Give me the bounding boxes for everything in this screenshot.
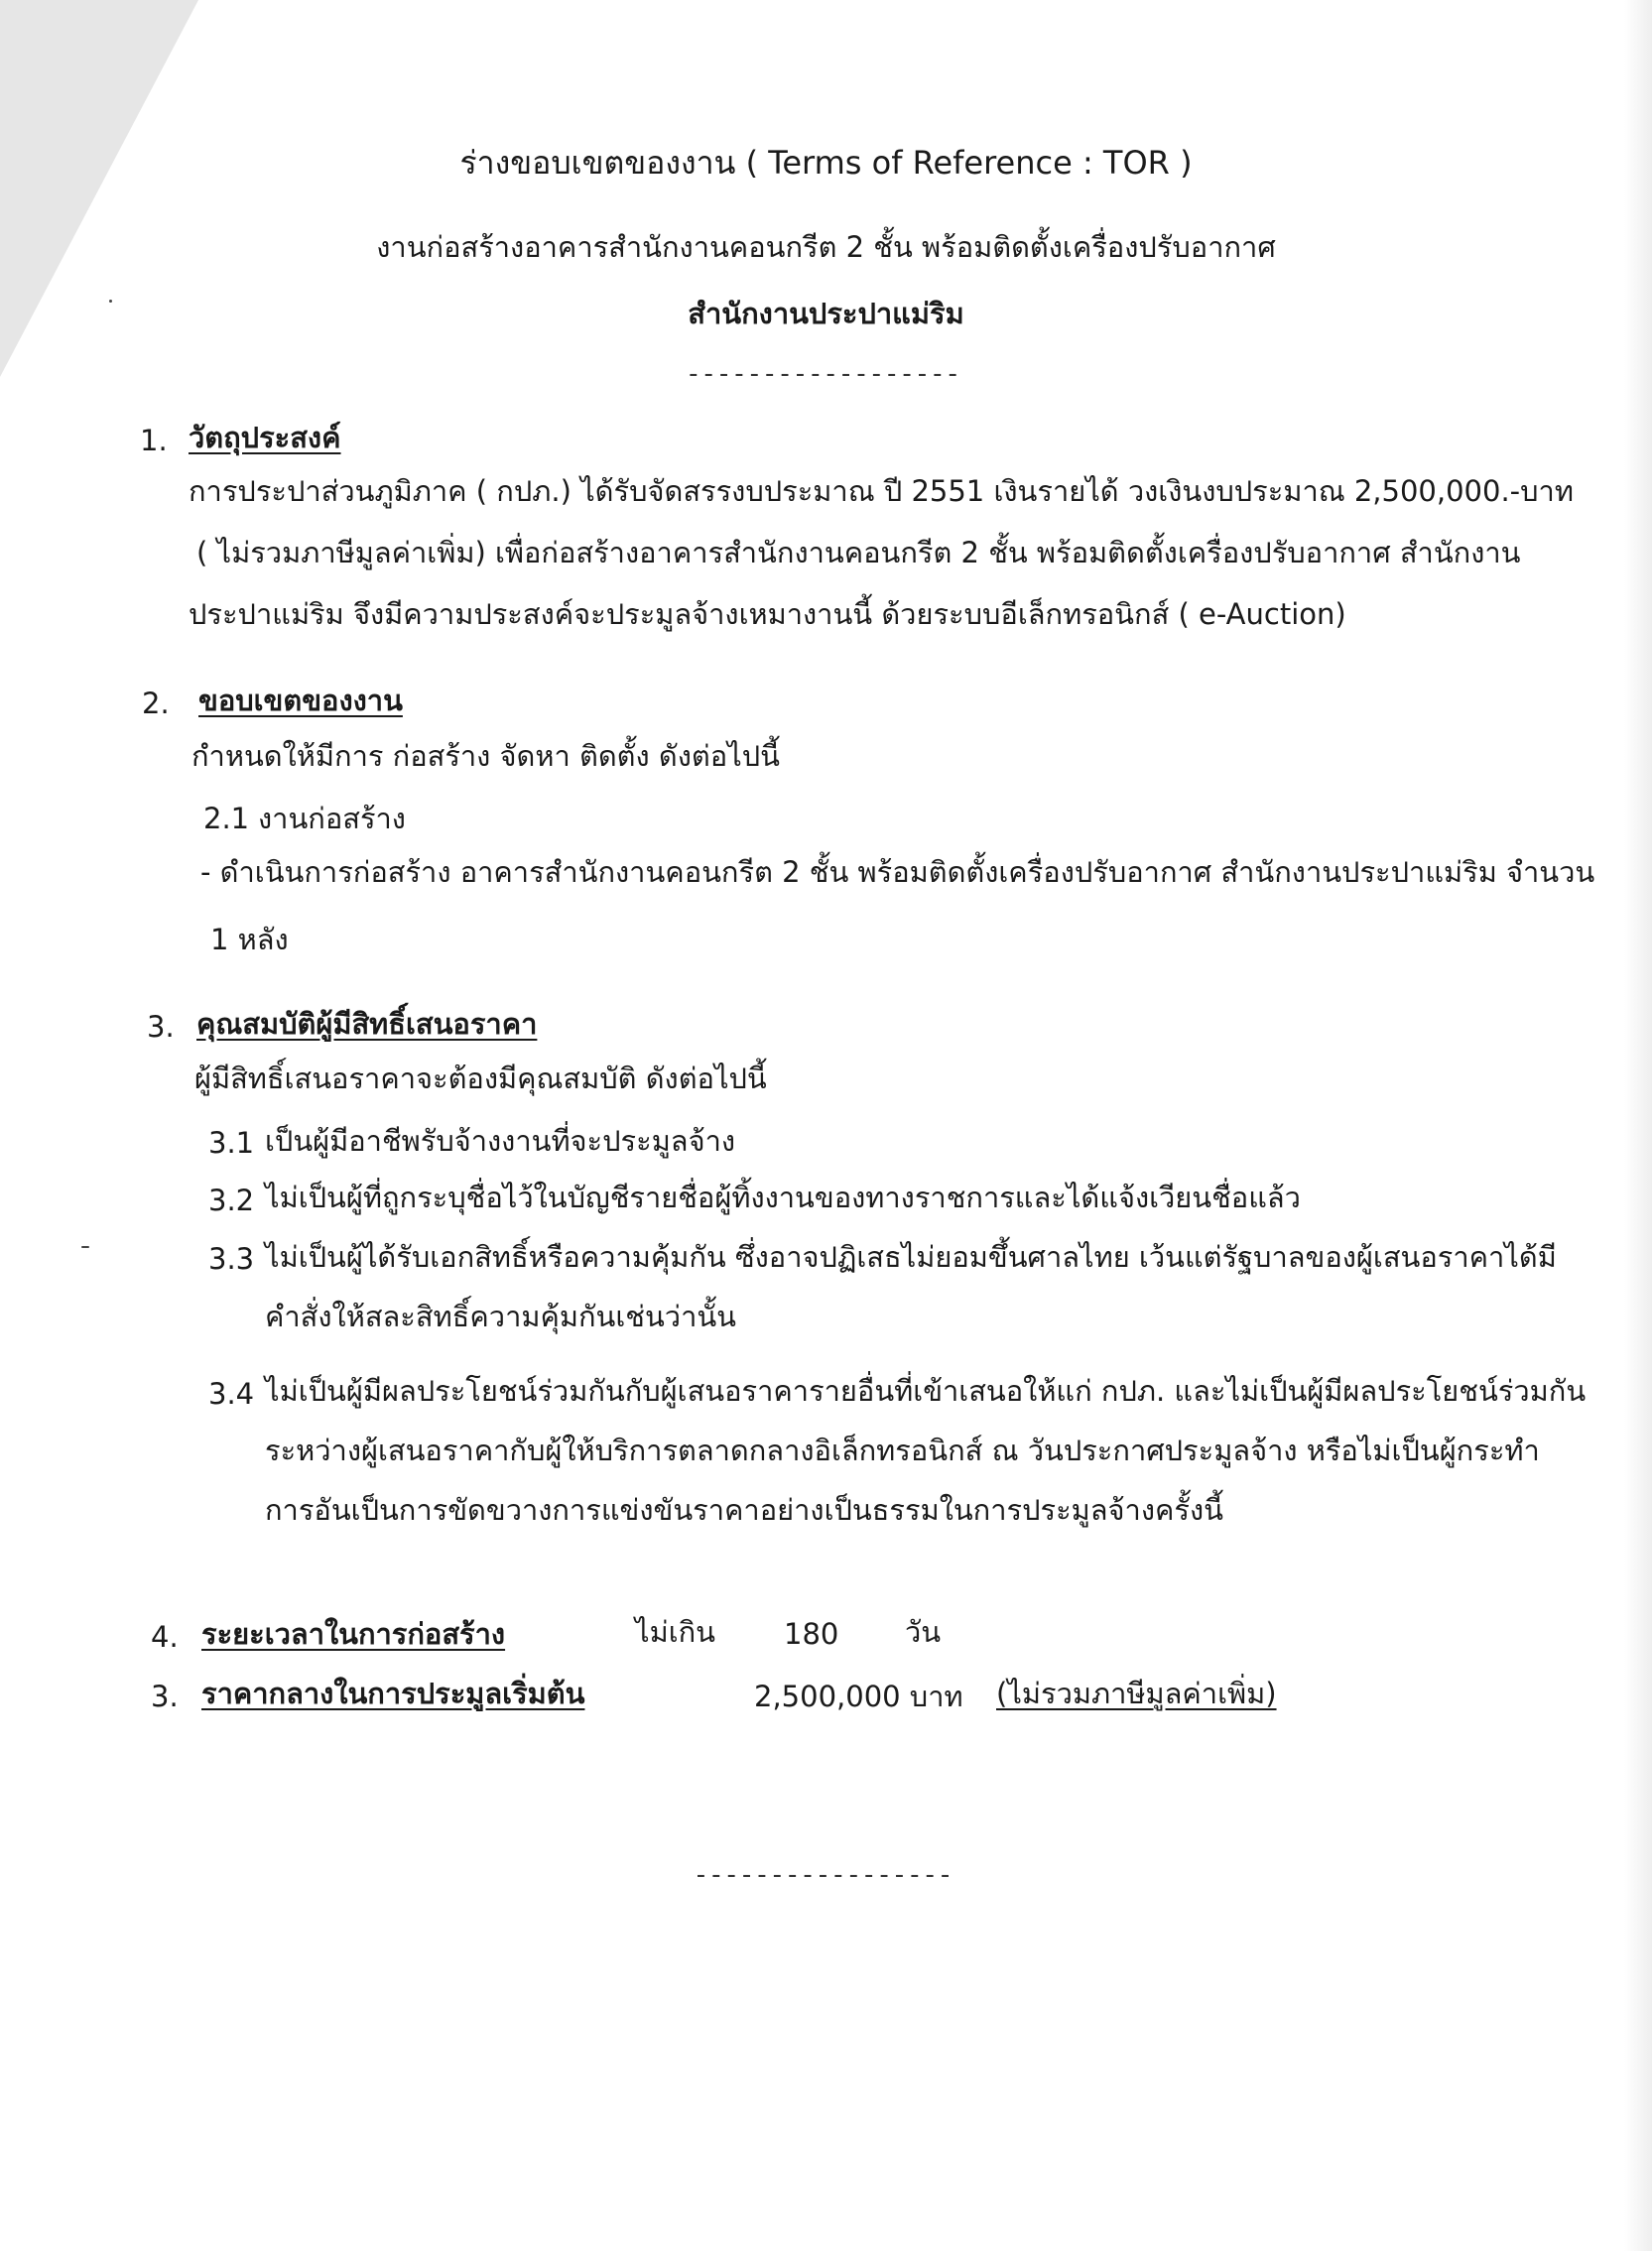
section-1-line: การประปาส่วนภูมิภาค ( กปภ.) ได้รับจัดสรรงบประมาณ ปี 2551 เงินรายได้ วงเงินงบประมาณ 2,500,000.-บาท (189, 474, 1574, 508)
duration-qualifier: ไม่เกิน (635, 1615, 715, 1649)
section-1-heading: วัตถุประสงค์ (189, 421, 341, 454)
reference-price-note: (ไม่รวมภาษีมูลค่าเพิ่ม) (996, 1677, 1277, 1710)
item-3-4-number: 3.4 (208, 1377, 255, 1411)
item-3-1-number: 3.1 (208, 1126, 255, 1160)
section-2-number: 2. (142, 687, 170, 720)
item-3-1-text: เป็นผู้มีอาชีพรับจ้างงานที่จะประมูลจ้าง (265, 1124, 736, 1158)
section-2-detail: - ดำเนินการก่อสร้าง อาคารสำนักงานคอนกรีต 2 ชั้น พร้อมติดตั้งเครื่องปรับอากาศ สำนักงานประปาแม่ริม จำนวน (200, 855, 1595, 889)
section-2-heading: ขอบเขตของงาน (198, 684, 403, 717)
section-1-line: ( ไม่รวมภาษีมูลค่าเพิ่ม) เพื่อก่อสร้างอาคารสำนักงานคอนกรีต 2 ชั้น พร้อมติดตั้งเครื่องปรับอากาศ สำนักงาน (196, 536, 1521, 569)
footer-divider: ----------------- (696, 1860, 956, 1890)
duration-value: 180 (784, 1617, 839, 1651)
item-3-4-text: ระหว่างผู้เสนอราคากับผู้ให้บริการตลาดกลางอิเล็กทรอนิกส์ ณ วันประกาศประมูลจ้าง หรือไม่เป็นผู้กระทำ (265, 1434, 1540, 1467)
section-2-intro: กำหนดให้มีการ ก่อสร้าง จัดหา ติดตั้ง ดังต่อไปนี้ (191, 739, 780, 773)
section-2-detail: 1 หลัง (210, 923, 289, 956)
item-3-2-text: ไม่เป็นผู้ที่ถูกระบุชื่อไว้ในบัญชีรายชื่อผู้ทิ้งงานของทางราชการและได้แจ้งเวียนชื่อแล้ว (265, 1181, 1301, 1214)
section-3-intro: ผู้มีสิทธิ์เสนอราคาจะต้องมีคุณสมบัติ ดังต่อไปนี้ (194, 1062, 767, 1095)
duration-unit: วัน (905, 1615, 942, 1649)
section-2-1-text: งานก่อสร้าง (258, 802, 406, 835)
section-1-number: 1. (140, 424, 168, 457)
scan-edge-shadow (1624, 0, 1652, 2251)
header-divider: ------------------ (689, 359, 963, 389)
section-2-1-number: 2.1 (203, 802, 250, 835)
section-4-heading: ระยะเวลาในการก่อสร้าง (201, 1617, 506, 1651)
section-4-number: 4. (151, 1620, 179, 1654)
item-3-3-text: คำสั่งให้สละสิทธิ์ความคุ้มกันเช่นว่านั้น (265, 1300, 737, 1333)
reference-price: 2,500,000 บาท (754, 1680, 963, 1713)
section-3-number: 3. (147, 1010, 175, 1044)
document-subtitle: งานก่อสร้างอาคารสำนักงานคอนกรีต 2 ชั้น พร้อมติดตั้งเครื่องปรับอากาศ (376, 230, 1276, 264)
section-1-line: ประปาแม่ริม จึงมีความประสงค์จะประมูลจ้างเหมางานนี้ ด้วยระบบอีเล็กทรอนิกส์ ( e-Auction) (189, 597, 1346, 631)
item-3-3-number: 3.3 (208, 1242, 255, 1276)
scan-speck (81, 1246, 89, 1248)
office-name: สำนักงานประปาแม่ริม (688, 297, 964, 330)
section-5-heading: ราคากลางในการประมูลเริ่มต้น (201, 1677, 585, 1710)
item-3-3-text: ไม่เป็นผู้ได้รับเอกสิทธิ์หรือความคุ้มกัน ซึ่งอาจปฏิเสธไม่ยอมขึ้นศาลไทย เว้นแต่รัฐบาลของผู้เสนอราคาได้มี (265, 1240, 1557, 1274)
item-3-4-text: การอันเป็นการขัดขวางการแข่งขันราคาอย่างเป็นธรรมในการประมูลจ้างครั้งนี้ (265, 1493, 1223, 1527)
item-3-4-text: ไม่เป็นผู้มีผลประโยชน์ร่วมกันกับผู้เสนอราคารายอื่นที่เข้าเสนอให้แก่ กปภ. และไม่เป็นผู้มีผลประโยชน์ร่วมกัน (265, 1374, 1587, 1408)
document-title: ร่างขอบเขตของงาน ( Terms of Reference : TOR ) (459, 144, 1193, 182)
section-3-heading: คุณสมบัติผู้มีสิทธิ์เสนอราคา (196, 1007, 538, 1041)
item-3-2-number: 3.2 (208, 1184, 255, 1217)
section-5-number: 3. (151, 1680, 179, 1713)
